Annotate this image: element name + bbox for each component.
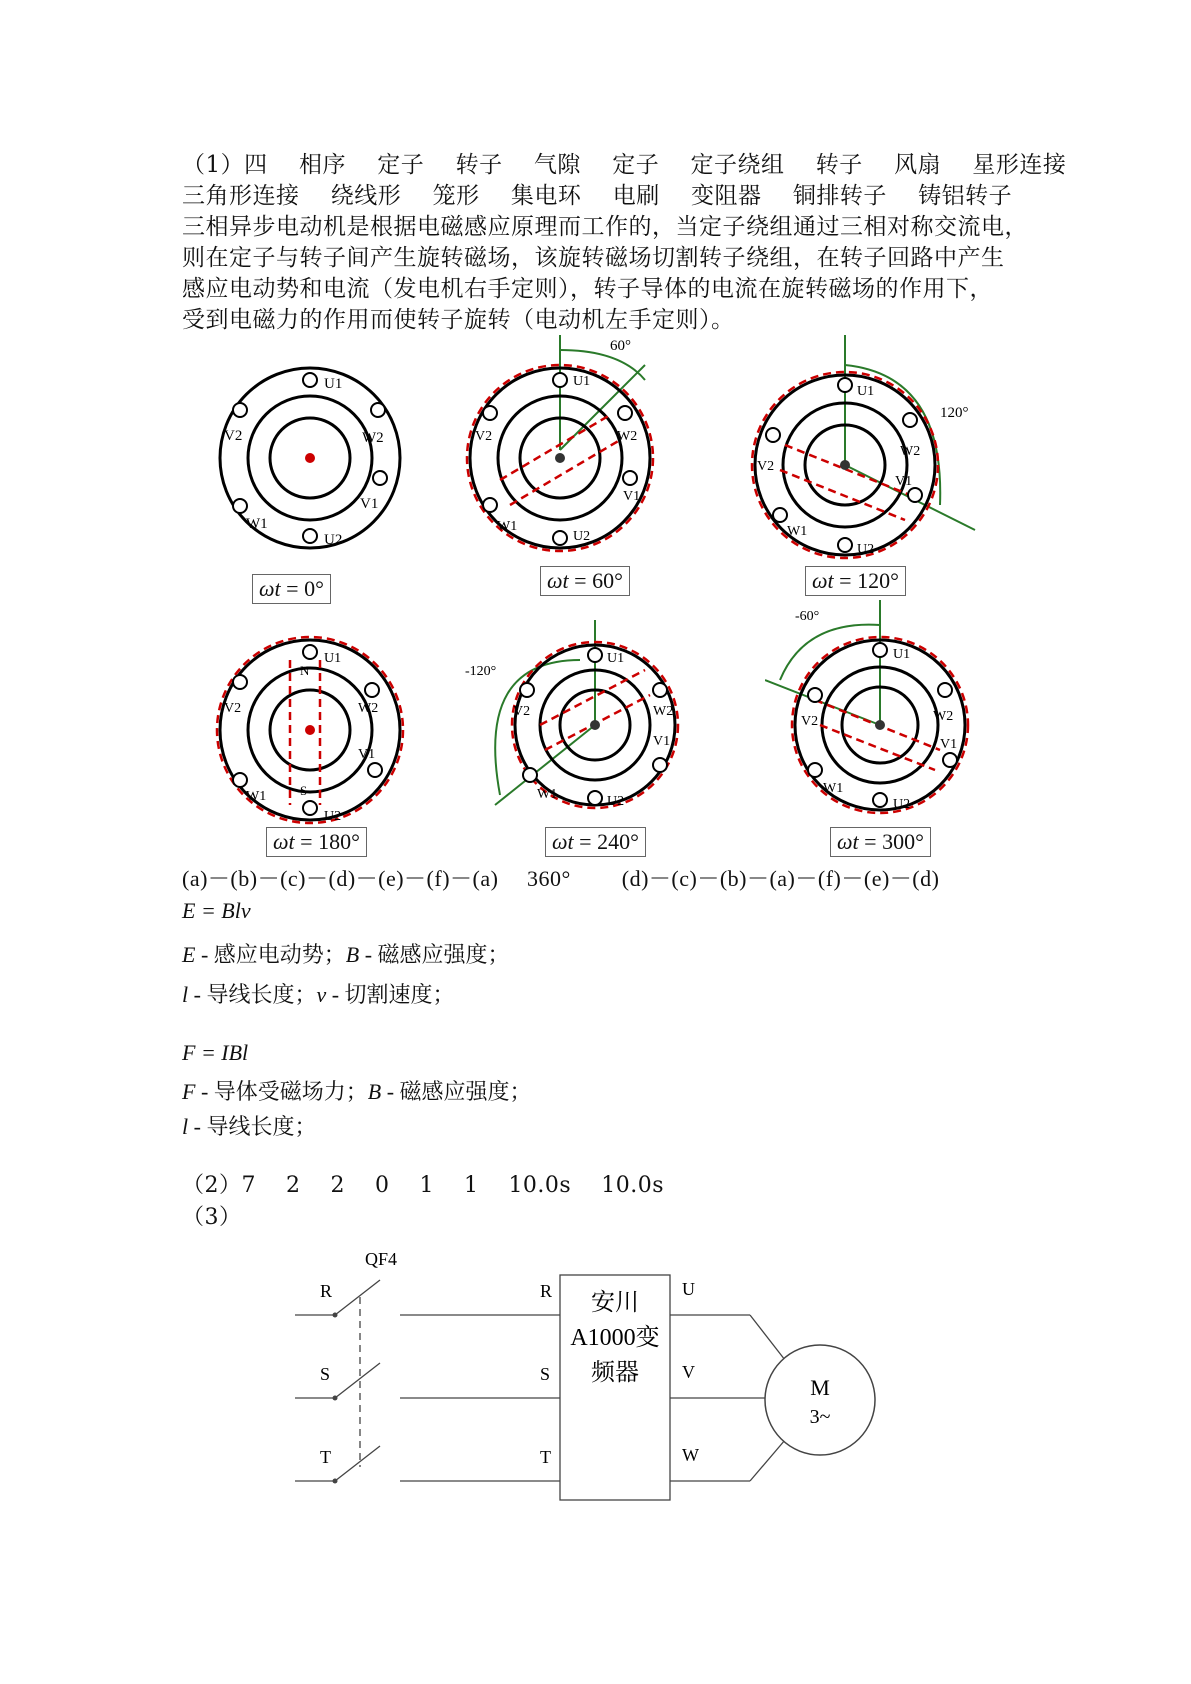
terms-line-1: （1）四 相序 定子 转子 气隙 定子 定子绕组 转子 风扇 星形连接 (182, 152, 1067, 178)
svg-text:W1: W1 (537, 787, 558, 802)
svg-text:V1: V1 (940, 737, 958, 752)
svg-text:T: T (540, 1447, 551, 1467)
caption-f: ωt = 300° (830, 827, 931, 857)
inverter-name-1: 安川 (591, 1290, 639, 1316)
rotation-sequence: (a)－(b)－(c)－(d)－(e)－(f)－(a) 360° (d)－(c)－(b)－(a)－(f)－(e)－(d) (182, 866, 940, 891)
caption-d: ωt = 180° (266, 827, 367, 857)
svg-text:W2: W2 (653, 704, 674, 719)
paragraph-line-4: 受到电磁力的作用而使转子旋转（电动机左手定则）。 (182, 307, 735, 333)
motor-diagram-c (745, 335, 985, 565)
svg-text:U1: U1 (573, 374, 591, 389)
svg-text:S: S (540, 1364, 551, 1384)
svg-text:S: S (300, 783, 308, 798)
svg-text:W: W (682, 1445, 699, 1465)
motor-symbol: M (810, 1375, 830, 1400)
svg-text:V1: V1 (895, 474, 913, 489)
svg-text:W1: W1 (823, 781, 844, 796)
svg-text:U1: U1 (857, 384, 875, 399)
svg-text:W1: W1 (497, 519, 518, 534)
svg-text:W2: W2 (358, 701, 379, 716)
caption-a: ωt = 0° (252, 574, 331, 604)
svg-text:U2: U2 (573, 529, 591, 544)
svg-text:V1: V1 (653, 734, 671, 749)
svg-text:U2: U2 (893, 797, 911, 812)
svg-text:V1: V1 (623, 489, 641, 504)
svg-text:W2: W2 (900, 444, 921, 459)
svg-text:W1: W1 (246, 516, 268, 532)
section-2-answers: （2）7 2 2 0 1 1 10.0s 10.0s (182, 1173, 664, 1198)
section-3-label: （3） (182, 1205, 242, 1230)
svg-text:U2: U2 (607, 794, 625, 809)
emf-definitions-1: E - 感应电动势；B - 磁感应强度； (182, 942, 510, 967)
force-definitions-1: F - 导体受磁场力；B - 磁感应强度； (182, 1079, 532, 1104)
svg-text:V1: V1 (358, 747, 376, 762)
emf-definitions-2: l - 导线长度；v - 切割速度； (182, 982, 455, 1007)
svg-text:R: R (540, 1281, 553, 1301)
svg-text:U2: U2 (857, 542, 875, 557)
svg-text:W2: W2 (362, 430, 384, 446)
svg-text:R: R (320, 1281, 333, 1301)
paragraph-line-1: 三相异步电动机是根据电磁感应原理而工作的，当定子绕组通过三相对称交流电， (182, 214, 1028, 240)
paragraph-line-3: 感应电动势和电流（发电机右手定则），转子导体的电流在旋转磁场的作用下， (182, 276, 993, 302)
motor-diagram-a (210, 358, 410, 558)
svg-text:W2: W2 (617, 429, 638, 444)
motor-diagram-d (210, 630, 410, 830)
force-definitions-2: l - 导线长度； (182, 1114, 317, 1139)
svg-text:S: S (320, 1364, 331, 1384)
inverter-name-2: A1000变 (570, 1325, 660, 1351)
svg-text:120°: 120° (940, 405, 969, 421)
svg-text:W1: W1 (246, 789, 267, 804)
emf-formula: E = Blv (182, 898, 251, 923)
motor-phase: 3~ (809, 1406, 831, 1428)
terms-line-2: 三角形连接 绕线形 笼形 集电环 电刷 变阻器 铜排转子 铸铝转子 (182, 183, 1013, 209)
svg-text:W2: W2 (933, 709, 954, 724)
svg-text:U2: U2 (324, 809, 342, 824)
svg-text:V2: V2 (224, 701, 242, 716)
svg-text:V2: V2 (475, 429, 493, 444)
svg-text:U1: U1 (607, 651, 625, 666)
label-u1: U1 (324, 376, 343, 392)
svg-text:U: U (682, 1279, 695, 1299)
svg-text:V1: V1 (360, 496, 379, 512)
svg-text:W1: W1 (787, 524, 808, 539)
paragraph-line-2: 则在定子与转子间产生旋转磁场，该旋转磁场切割转子绕组，在转子回路中产生 (182, 245, 1005, 271)
svg-text:U1: U1 (893, 647, 911, 662)
motor-diagram-e (455, 620, 695, 830)
motor-diagram-f (765, 600, 985, 830)
svg-text:V2: V2 (801, 714, 819, 729)
svg-text:-120°: -120° (465, 664, 497, 679)
svg-text:U1: U1 (324, 651, 342, 666)
svg-text:V: V (682, 1362, 695, 1382)
caption-b: ωt = 60° (540, 566, 630, 596)
inverter-name-3: 频器 (591, 1360, 639, 1386)
svg-text:-60°: -60° (795, 609, 820, 624)
svg-text:T: T (320, 1447, 331, 1467)
svg-text:60°: 60° (610, 338, 631, 354)
motor-diagram-b (445, 335, 675, 565)
svg-text:V2: V2 (757, 459, 775, 474)
force-formula: F = IBl (182, 1040, 249, 1065)
inverter-wiring-diagram (290, 1245, 890, 1525)
svg-text:V2: V2 (224, 428, 243, 444)
caption-c: ωt = 120° (805, 566, 906, 596)
caption-e: ωt = 240° (545, 827, 646, 857)
svg-text:N: N (300, 663, 310, 678)
svg-text:V2: V2 (513, 704, 531, 719)
breaker-label: QF4 (365, 1249, 398, 1269)
svg-text:U2: U2 (324, 532, 343, 548)
